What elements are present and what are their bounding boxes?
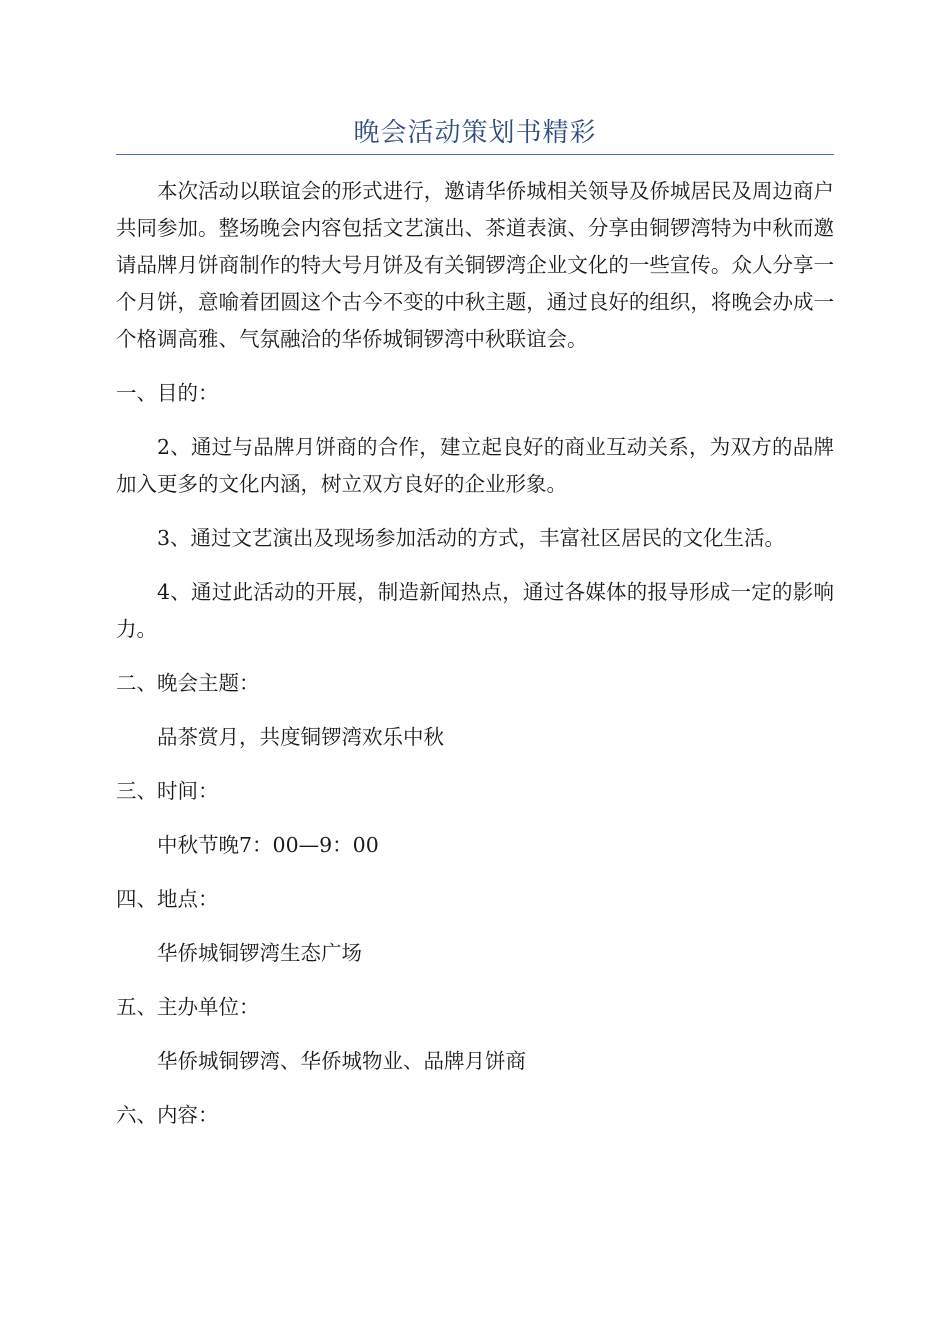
section-heading-content: 六、内容： bbox=[116, 1103, 219, 1127]
time-text: 中秋节晚7：00—9：00 bbox=[157, 833, 379, 857]
section-heading-venue: 四、地点： bbox=[116, 887, 219, 911]
organizer-text: 华侨城铜锣湾、华侨城物业、品牌月饼商 bbox=[157, 1049, 526, 1073]
section-heading-purpose: 一、目的： bbox=[116, 381, 219, 405]
section-heading-organizer: 五、主办单位： bbox=[116, 995, 260, 1019]
document-title: 晚会活动策划书精彩 bbox=[353, 118, 597, 148]
title-underline bbox=[116, 154, 834, 155]
venue-text: 华侨城铜锣湾生态广场 bbox=[157, 941, 362, 965]
document-page bbox=[116, 0, 834, 1151]
purpose-item: 3、通过文艺演出及现场参加活动的方式，丰富社区居民的文化生活。 bbox=[157, 526, 786, 550]
section-heading-theme: 二、晚会主题： bbox=[116, 671, 260, 695]
theme-text: 品茶赏月，共度铜锣湾欢乐中秋 bbox=[157, 725, 444, 749]
document-body bbox=[116, 173, 834, 1134]
section-heading-time: 三、时间： bbox=[116, 779, 219, 803]
purpose-item: 2、通过与品牌月饼商的合作，建立起良好的商业互动关系，为双方的品牌加入更多的文化内涵，树立双方良好的企业形象。 bbox=[116, 435, 834, 496]
intro-paragraph: 本次活动以联谊会的形式进行，邀请华侨城相关领导及侨城居民及周边商户共同参加。整场晚会内容包括文艺演出、茶道表演、分享由铜锣湾特为中秋而邀请品牌月饼商制作的特大号月饼及有关铜锣湾企业文化的一些宣传。众人分享一个月饼，意喻着团圆这个古今不变的中秋主题，通过良好的组织，将晚会办成一个格调高雅、气氛融洽的华侨城铜锣湾中秋联谊会。 bbox=[116, 179, 834, 351]
purpose-item: 4、通过此活动的开展，制造新闻热点，通过各媒体的报导形成一定的影响力。 bbox=[116, 580, 834, 641]
